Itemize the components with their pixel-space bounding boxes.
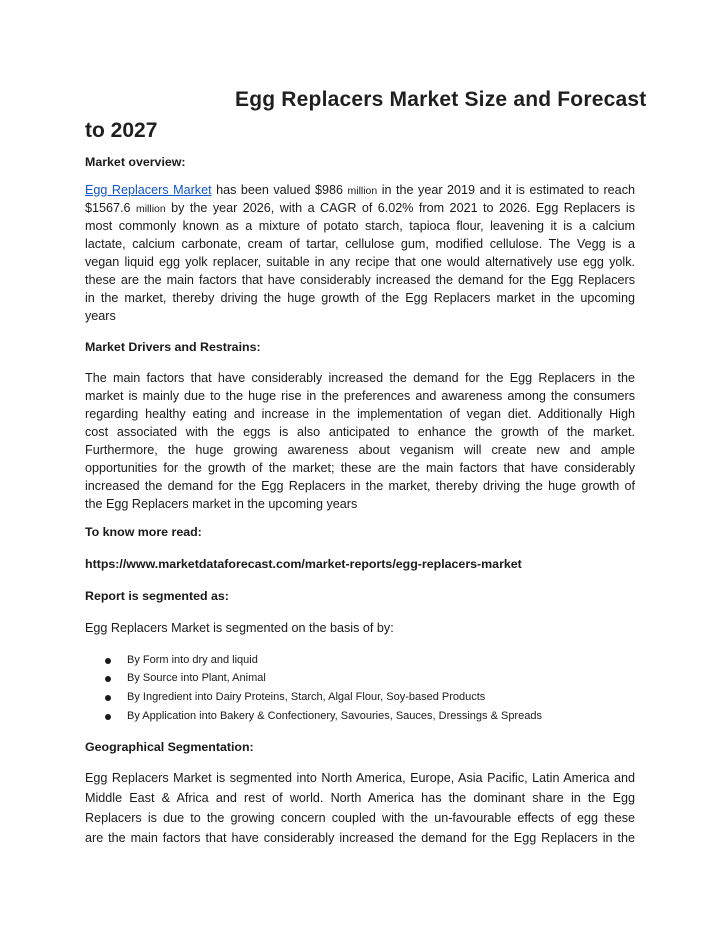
- drivers-line: increased the demand for the Egg Replacers in the market, thereby driving the huge growth of: [85, 479, 635, 493]
- geo-line: Replacers is due to the growing concern coupled with the un-favourable effects of egg these: [85, 811, 635, 825]
- geo-line: Egg Replacers Market is segmented into North America, Europe, Asia Pacific, Latin America and: [85, 771, 635, 785]
- overview-line: vegan liquid egg yolk replacer, suitable in any recipe that one would alternatively use egg yolk.: [85, 255, 635, 269]
- drivers-line: Furthermore, the huge growing awareness about veganism will create new and ample: [85, 443, 635, 457]
- report-segmented-heading: Report is segmented as:: [85, 589, 229, 603]
- drivers-line: market is mainly due to the huge rise in the preferences and awareness among the consumers: [85, 389, 635, 403]
- drivers-line: cost associated with the eggs is also anticipated to enhance the growth of the market.: [85, 425, 635, 439]
- bullet-icon: [105, 658, 111, 664]
- overview-line: years: [85, 309, 116, 323]
- drivers-line: opportunities for the growth of the market; these are the main factors that have considerably: [85, 461, 635, 475]
- drivers-line: the Egg Replacers market in the upcoming years: [85, 497, 358, 511]
- geo-line: Middle East & Africa and rest of world. North America has the dominant share in the Egg: [85, 791, 635, 805]
- bullet-icon: [105, 714, 111, 720]
- overview-line: $1567.6 million by the year 2026, with a CAGR of 6.02% from 2021 to 2026. Egg Replacers is: [85, 201, 635, 215]
- overview-line: lactate, calcium carbonate, cream of tartar, cellulose gum, modified cellulose. The Vegg is a: [85, 237, 635, 251]
- overview-line: Egg Replacers Market has been valued $986 million in the year 2019 and it is estimated to reach: [85, 183, 635, 197]
- geo-line: are the main factors that have considerably increased the demand for the Egg Replacers in the: [85, 831, 635, 845]
- market-overview-heading: Market overview:: [85, 155, 186, 169]
- drivers-line: The main factors that have considerably increased the demand for the Egg Replacers in the: [85, 371, 635, 385]
- bullet-icon: [105, 695, 111, 701]
- know-more-heading: To know more read:: [85, 525, 202, 539]
- document-title: Egg Replacers Market Size and Forecast: [235, 88, 647, 111]
- market-overview-paragraph: [85, 181, 635, 325]
- bullet-icon: [105, 676, 111, 682]
- segment-intro: Egg Replacers Market is segmented on the basis of by:: [85, 621, 394, 635]
- overview-line: in the market, thereby driving the huge growth of the Egg Replacers market in the upcoming: [85, 291, 635, 305]
- report-url[interactable]: https://www.marketdataforecast.com/market-reports/egg-replacers-market: [85, 557, 522, 571]
- egg-replacers-market-link[interactable]: Egg Replacers Market: [85, 183, 212, 197]
- drivers-line: regarding healthy eating and increase in the implementation of vegan diet. Additionally High: [85, 407, 635, 421]
- market-drivers-heading: Market Drivers and Restrains:: [85, 340, 261, 354]
- overview-line: most commonly known as a mixture of potato starch, tapioca flour, leavening it is a calcium: [85, 219, 635, 233]
- market-drivers-paragraph: [85, 369, 635, 513]
- geographical-heading: Geographical Segmentation:: [85, 740, 254, 754]
- geographical-paragraph: [85, 768, 635, 848]
- overview-line: these are the main factors that have considerably increased the demand for the Egg Replacers: [85, 273, 635, 287]
- document-title-continued: to 2027: [85, 119, 158, 142]
